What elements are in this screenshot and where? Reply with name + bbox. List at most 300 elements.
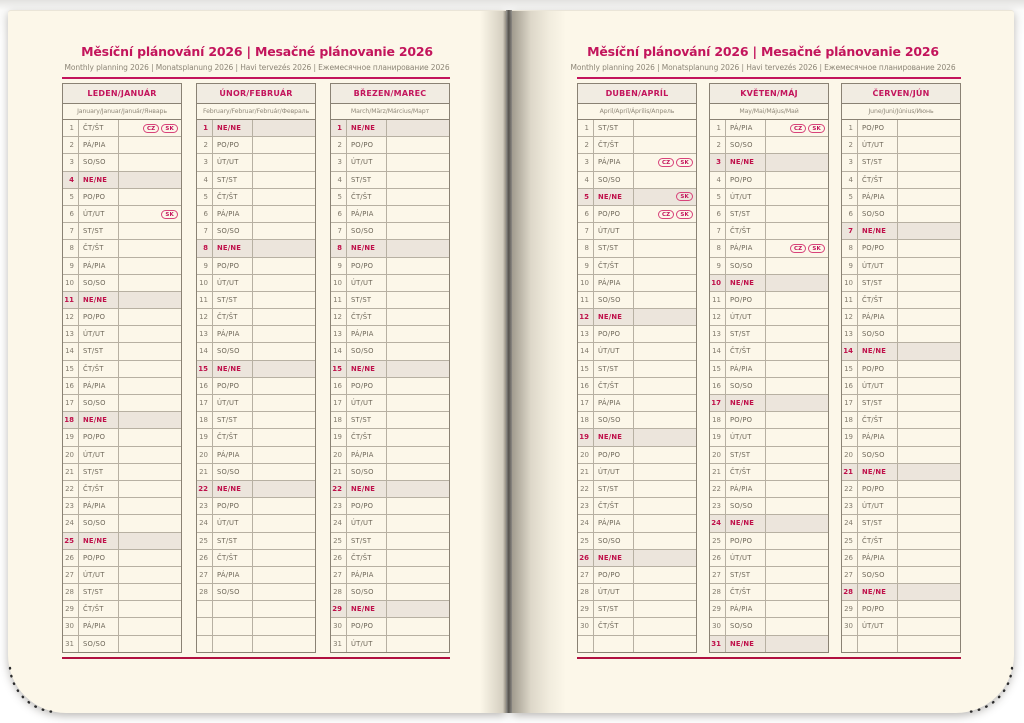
weekday-label: PÁ/PIA (594, 154, 634, 170)
weekday-label: ÚT/UT (858, 258, 898, 274)
notes-cell (898, 567, 960, 583)
weekday-label: ST/ST (594, 601, 634, 617)
notes-cell (634, 447, 696, 463)
day-row (331, 584, 449, 601)
day-number: 16 (197, 378, 213, 394)
day-row (710, 154, 828, 171)
weekday-label: ČT/ŠT (79, 120, 119, 136)
day-number: 21 (842, 464, 858, 480)
day-row (63, 189, 181, 206)
notes-cell (634, 378, 696, 394)
day-row (710, 481, 828, 498)
day-number: 7 (331, 223, 347, 239)
notes-cell (253, 533, 315, 549)
day-row (331, 223, 449, 240)
weekday-label: PO/PO (726, 292, 766, 308)
weekday-label (858, 636, 898, 652)
day-number: 2 (197, 137, 213, 153)
day-number: 1 (710, 120, 726, 136)
weekday-label: SO/SO (594, 412, 634, 428)
month-title: KVĚTEN/MÁJ (710, 84, 828, 104)
notes-cell (119, 258, 181, 274)
day-number: 24 (578, 515, 594, 531)
day-number: 21 (197, 464, 213, 480)
day-row (578, 326, 696, 343)
day-row (331, 636, 449, 652)
day-number: 13 (63, 326, 79, 342)
notes-cell (253, 447, 315, 463)
day-number: 1 (578, 120, 594, 136)
day-row (842, 172, 960, 189)
weekday-label: PÁ/PIA (213, 447, 253, 463)
day-row (842, 601, 960, 618)
weekday-label: ST/ST (594, 481, 634, 497)
notes-cell (634, 567, 696, 583)
weekday-label: SO/SO (726, 378, 766, 394)
weekday-label: PO/PO (79, 550, 119, 566)
weekday-label: NE/NE (213, 120, 253, 136)
month-title: LEDEN/JANUÁR (63, 84, 181, 104)
day-row (197, 172, 315, 189)
weekday-label: NE/NE (347, 481, 387, 497)
day-row (710, 309, 828, 326)
day-number: 15 (710, 361, 726, 377)
day-row (63, 378, 181, 395)
weekday-label: ČT/ŠT (347, 309, 387, 325)
notes-cell (387, 481, 449, 497)
day-row (710, 464, 828, 481)
weekday-label: PO/PO (726, 412, 766, 428)
day-number: 19 (710, 429, 726, 445)
notes-cell (253, 481, 315, 497)
weekday-label: ST/ST (79, 584, 119, 600)
notes-cell (634, 533, 696, 549)
day-number: 4 (331, 172, 347, 188)
day-number: 13 (842, 326, 858, 342)
day-number: 17 (197, 395, 213, 411)
day-row (331, 567, 449, 584)
month-languages: June/Juni/Június/Июнь (842, 104, 960, 120)
day-row (331, 515, 449, 532)
notes-cell (634, 395, 696, 411)
day-row (197, 223, 315, 240)
weekday-label: ST/ST (79, 223, 119, 239)
weekday-label: ÚT/UT (726, 429, 766, 445)
notes-cell (766, 412, 828, 428)
day-number: 16 (842, 378, 858, 394)
month-languages: May/Mai/Május/Май (710, 104, 828, 120)
right-page (512, 10, 1014, 713)
weekday-label: SO/SO (79, 636, 119, 652)
weekday-label: ST/ST (347, 292, 387, 308)
weekday-label: ST/ST (858, 515, 898, 531)
notes-cell (387, 618, 449, 634)
day-number: 22 (63, 481, 79, 497)
day-row (197, 601, 315, 618)
day-number: 10 (710, 275, 726, 291)
weekday-label: ÚT/UT (347, 636, 387, 652)
day-row (197, 361, 315, 378)
day-row (710, 447, 828, 464)
notes-cell (766, 550, 828, 566)
day-row (578, 309, 696, 326)
notes-cell (766, 498, 828, 514)
notes-cell (634, 498, 696, 514)
day-row (331, 601, 449, 618)
holiday-badge-cz: CZ (143, 124, 159, 133)
weekday-label: PO/PO (213, 258, 253, 274)
day-row (331, 137, 449, 154)
day-number: 5 (842, 189, 858, 205)
weekday-label: ČT/ŠT (347, 429, 387, 445)
notes-cell (387, 429, 449, 445)
month-table (709, 83, 829, 653)
weekday-label: ST/ST (213, 172, 253, 188)
notes-cell (387, 601, 449, 617)
weekday-label: ÚT/UT (858, 498, 898, 514)
notes-cell (766, 172, 828, 188)
day-row (710, 429, 828, 446)
day-number: 6 (331, 206, 347, 222)
day-number: 16 (578, 378, 594, 394)
day-number: 7 (578, 223, 594, 239)
day-number: 28 (710, 584, 726, 600)
day-row (197, 343, 315, 360)
holiday-badge-sk: SK (161, 210, 178, 219)
notes-cell (253, 412, 315, 428)
day-row (710, 275, 828, 292)
day-row (63, 120, 181, 137)
day-row (331, 550, 449, 567)
day-row (197, 584, 315, 601)
weekday-label: ST/ST (858, 275, 898, 291)
weekday-label: ÚT/UT (213, 275, 253, 291)
weekday-label: ÚT/UT (347, 275, 387, 291)
notes-cell (898, 498, 960, 514)
weekday-label: SO/SO (726, 258, 766, 274)
weekday-label: PO/PO (213, 137, 253, 153)
day-number: 12 (331, 309, 347, 325)
day-number: 1 (842, 120, 858, 136)
day-number: 9 (197, 258, 213, 274)
month-title: BŘEZEN/MAREC (331, 84, 449, 104)
notes-cell (119, 343, 181, 359)
day-row (578, 137, 696, 154)
weekday-label: ČT/ŠT (726, 584, 766, 600)
weekday-label: PO/PO (858, 120, 898, 136)
day-row (197, 618, 315, 635)
day-number: 16 (710, 378, 726, 394)
day-number: 18 (578, 412, 594, 428)
notes-cell (387, 361, 449, 377)
day-row (63, 309, 181, 326)
notes-cell (387, 309, 449, 325)
weekday-label: ÚT/UT (213, 154, 253, 170)
day-row (197, 533, 315, 550)
month-tables-left (62, 83, 450, 653)
day-row (63, 240, 181, 257)
weekday-label: SO/SO (726, 498, 766, 514)
notes-cell (119, 550, 181, 566)
notes-cell (898, 223, 960, 239)
notes-cell (898, 189, 960, 205)
weekday-label: ST/ST (347, 533, 387, 549)
notes-cell (766, 240, 828, 256)
day-number: 30 (578, 618, 594, 634)
day-number: 23 (331, 498, 347, 514)
day-row (710, 567, 828, 584)
weekday-label: ÚT/UT (347, 395, 387, 411)
day-number: 20 (710, 447, 726, 463)
weekday-label: PO/PO (347, 618, 387, 634)
day-row (710, 292, 828, 309)
notes-cell (898, 206, 960, 222)
day-row (842, 636, 960, 652)
day-number: 6 (710, 206, 726, 222)
notes-cell (898, 275, 960, 291)
month-grid (842, 120, 960, 652)
weekday-label: ČT/ŠT (79, 361, 119, 377)
day-number: 30 (331, 618, 347, 634)
day-row (710, 172, 828, 189)
day-number: 12 (578, 309, 594, 325)
day-number (842, 636, 858, 652)
day-number: 3 (331, 154, 347, 170)
weekday-label: PÁ/PIA (347, 447, 387, 463)
notes-cell (119, 172, 181, 188)
notes-cell (253, 429, 315, 445)
day-number: 16 (331, 378, 347, 394)
weekday-label: PÁ/PIA (858, 189, 898, 205)
day-row (63, 618, 181, 635)
day-row (710, 412, 828, 429)
day-row (331, 275, 449, 292)
day-row (842, 154, 960, 171)
holiday-badge-sk: SK (808, 244, 825, 253)
day-number: 28 (331, 584, 347, 600)
weekday-label: PO/PO (858, 481, 898, 497)
page-subtitle: Monthly planning 2026 | Monatsplanung 2026 | Havi tervezés 2026 | Ежемесячное планирование 2026 (64, 63, 450, 72)
day-number: 31 (331, 636, 347, 652)
day-row (63, 429, 181, 446)
day-number: 8 (710, 240, 726, 256)
weekday-label: ÚT/UT (79, 567, 119, 583)
day-number: 24 (197, 515, 213, 531)
day-number: 20 (197, 447, 213, 463)
day-row (197, 154, 315, 171)
notes-cell (387, 223, 449, 239)
notes-cell (898, 395, 960, 411)
notes-cell (387, 550, 449, 566)
day-row (331, 172, 449, 189)
weekday-label: SO/SO (347, 343, 387, 359)
month-title: ČERVEN/JÚN (842, 84, 960, 104)
day-number: 11 (578, 292, 594, 308)
day-row (63, 498, 181, 515)
notes-cell (253, 498, 315, 514)
day-number: 1 (63, 120, 79, 136)
notes-cell (766, 464, 828, 480)
day-row (842, 567, 960, 584)
day-number: 3 (197, 154, 213, 170)
month-tables-right (577, 83, 961, 653)
day-number: 11 (710, 292, 726, 308)
month-languages: March/März/Március/Март (331, 104, 449, 120)
day-number: 24 (63, 515, 79, 531)
weekday-label: NE/NE (594, 550, 634, 566)
notes-cell (634, 326, 696, 342)
day-number: 22 (842, 481, 858, 497)
day-row (331, 498, 449, 515)
weekday-label: ÚT/UT (79, 206, 119, 222)
day-row (331, 206, 449, 223)
day-number: 4 (197, 172, 213, 188)
day-row (197, 378, 315, 395)
notes-cell (766, 137, 828, 153)
day-row (710, 515, 828, 532)
page-title: Měsíční plánování 2026 | Mesačné plánovanie 2026 (81, 44, 433, 59)
day-number: 26 (197, 550, 213, 566)
day-number: 25 (710, 533, 726, 549)
weekday-label: ST/ST (213, 533, 253, 549)
weekday-label: NE/NE (594, 429, 634, 445)
day-number: 1 (197, 120, 213, 136)
weekday-label: NE/NE (347, 120, 387, 136)
weekday-label: ČT/ŠT (858, 412, 898, 428)
notes-cell (634, 464, 696, 480)
notes-cell (766, 429, 828, 445)
weekday-label: PÁ/PIA (79, 618, 119, 634)
weekday-label: ST/ST (347, 172, 387, 188)
day-row (331, 429, 449, 446)
day-row (710, 206, 828, 223)
weekday-label: NE/NE (594, 189, 634, 205)
weekday-label: SO/SO (213, 584, 253, 600)
weekday-label: ÚT/UT (726, 550, 766, 566)
weekday-label: SO/SO (213, 223, 253, 239)
day-row (578, 429, 696, 446)
notes-cell (766, 326, 828, 342)
day-row (197, 567, 315, 584)
weekday-label: PO/PO (726, 172, 766, 188)
day-number: 11 (63, 292, 79, 308)
day-number: 19 (578, 429, 594, 445)
day-row (197, 120, 315, 137)
day-row (578, 275, 696, 292)
day-row (710, 326, 828, 343)
notes-cell (634, 172, 696, 188)
weekday-label: NE/NE (79, 412, 119, 428)
weekday-label: PÁ/PIA (726, 481, 766, 497)
day-row (710, 584, 828, 601)
weekday-label: SO/SO (594, 533, 634, 549)
weekday-label: ÚT/UT (726, 309, 766, 325)
weekday-label: ČT/ŠT (726, 464, 766, 480)
day-row (710, 533, 828, 550)
day-row (63, 584, 181, 601)
day-row (578, 584, 696, 601)
day-number: 5 (63, 189, 79, 205)
notes-cell (119, 240, 181, 256)
day-row (710, 240, 828, 257)
notes-cell (898, 550, 960, 566)
day-row (710, 498, 828, 515)
notes-cell (898, 137, 960, 153)
notes-cell (253, 206, 315, 222)
month-title: ÚNOR/FEBRUÁR (197, 84, 315, 104)
notes-cell (898, 343, 960, 359)
notes-cell (766, 292, 828, 308)
month-languages: February/Februar/Február/Февраль (197, 104, 315, 120)
day-row (842, 481, 960, 498)
notes-cell (898, 533, 960, 549)
notes-cell (898, 378, 960, 394)
month-table (62, 83, 182, 653)
day-number: 19 (63, 429, 79, 445)
notes-cell (766, 481, 828, 497)
day-number: 5 (578, 189, 594, 205)
day-row (63, 464, 181, 481)
day-row (63, 567, 181, 584)
day-number: 9 (578, 258, 594, 274)
day-number: 22 (578, 481, 594, 497)
day-number: 19 (197, 429, 213, 445)
month-grid (63, 120, 181, 652)
notes-cell (387, 275, 449, 291)
day-row (710, 137, 828, 154)
day-number: 20 (63, 447, 79, 463)
notes-cell (387, 464, 449, 480)
notes-cell (634, 636, 696, 652)
day-row (578, 636, 696, 652)
day-row (331, 361, 449, 378)
day-number: 18 (331, 412, 347, 428)
weekday-label: PO/PO (594, 447, 634, 463)
notes-cell (253, 240, 315, 256)
notes-cell (634, 515, 696, 531)
notes-cell (253, 275, 315, 291)
weekday-label: PO/PO (858, 361, 898, 377)
weekday-label: PÁ/PIA (594, 275, 634, 291)
notes-cell (387, 258, 449, 274)
day-number: 24 (842, 515, 858, 531)
day-number (197, 636, 213, 652)
weekday-label: NE/NE (347, 601, 387, 617)
weekday-label: SO/SO (213, 343, 253, 359)
day-number: 23 (710, 498, 726, 514)
weekday-label: SO/SO (79, 154, 119, 170)
day-number: 11 (842, 292, 858, 308)
notes-cell (898, 601, 960, 617)
notes-cell (898, 154, 960, 170)
bottom-rule (577, 657, 961, 659)
weekday-label: NE/NE (726, 154, 766, 170)
weekday-label: PÁ/PIA (594, 395, 634, 411)
weekday-label: PÁ/PIA (79, 258, 119, 274)
notes-cell (898, 240, 960, 256)
day-row (710, 343, 828, 360)
day-row (842, 137, 960, 154)
notes-cell (253, 154, 315, 170)
day-row (197, 240, 315, 257)
notes-cell (766, 258, 828, 274)
day-row (331, 292, 449, 309)
weekday-label: SO/SO (347, 223, 387, 239)
bottom-rule (62, 657, 450, 659)
weekday-label: ČT/ŠT (594, 498, 634, 514)
day-row (842, 395, 960, 412)
day-number: 8 (578, 240, 594, 256)
